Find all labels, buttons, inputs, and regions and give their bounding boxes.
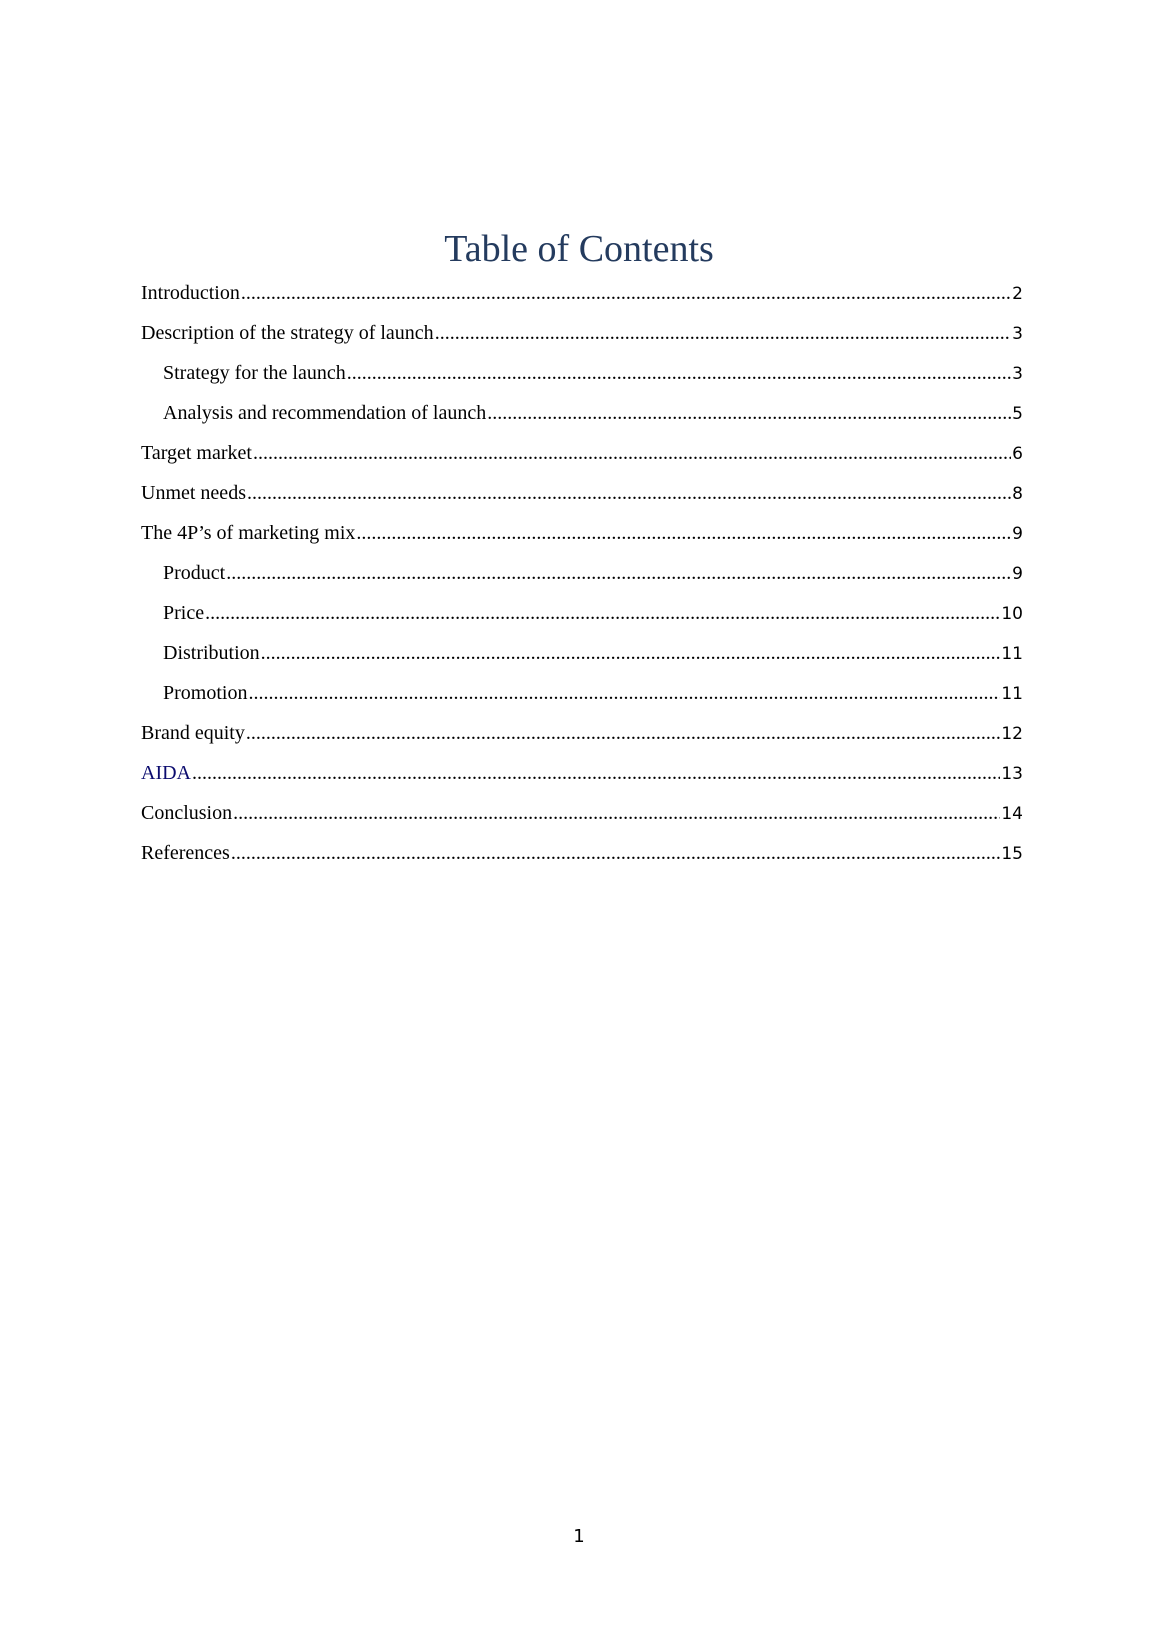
toc-entry-page: 3 xyxy=(1012,324,1023,344)
toc-entry[interactable] xyxy=(141,758,1023,798)
toc-dot-leader xyxy=(231,838,1001,868)
toc-entry-page: 11 xyxy=(1001,684,1023,704)
toc-entry-page: 14 xyxy=(1001,804,1023,824)
toc-entry-label[interactable]: Introduction xyxy=(141,282,240,304)
toc-dot-leader xyxy=(226,558,1011,588)
toc-dot-leader xyxy=(241,278,1011,308)
toc-entry[interactable] xyxy=(141,358,1023,398)
toc-entry-page: 3 xyxy=(1012,364,1023,384)
toc-entry-label[interactable]: Price xyxy=(163,602,205,624)
toc-entry-page: 10 xyxy=(1001,604,1023,624)
toc-entry[interactable] xyxy=(141,798,1023,838)
toc-entry-page: 13 xyxy=(1001,764,1023,784)
toc-list xyxy=(141,278,1023,878)
toc-entry[interactable] xyxy=(141,398,1023,438)
toc-entry-label[interactable]: Distribution xyxy=(163,642,260,664)
toc-dot-leader xyxy=(253,438,1011,468)
toc-dot-leader xyxy=(356,518,1011,548)
toc-dot-leader xyxy=(246,718,1000,748)
toc-title: Table of Contents xyxy=(444,228,714,270)
toc-dot-leader xyxy=(261,638,1001,668)
toc-entry-page: 2 xyxy=(1012,284,1023,304)
toc-entry-page: 8 xyxy=(1012,484,1023,504)
toc-entry-page: 9 xyxy=(1012,564,1023,584)
toc-entry-page: 9 xyxy=(1012,524,1023,544)
toc-entry-page: 12 xyxy=(1001,724,1023,744)
toc-entry-label[interactable]: Product xyxy=(163,562,226,584)
toc-dot-leader xyxy=(192,758,1000,788)
toc-entry-label[interactable]: Target market xyxy=(141,442,252,464)
toc-dot-leader xyxy=(233,798,1000,828)
toc-entry-label[interactable]: Promotion xyxy=(163,682,248,704)
toc-entry-label-link[interactable]: AIDA xyxy=(141,762,191,784)
toc-entry[interactable] xyxy=(141,278,1023,318)
toc-entry[interactable] xyxy=(141,718,1023,758)
toc-entry[interactable] xyxy=(141,318,1023,358)
toc-entry-label[interactable]: Unmet needs xyxy=(141,482,246,504)
toc-entry-page: 11 xyxy=(1001,644,1023,664)
toc-entry-label[interactable]: Description of the strategy of launch xyxy=(141,322,434,344)
toc-entry-label[interactable]: Conclusion xyxy=(141,802,233,824)
toc-entry-label[interactable]: References xyxy=(141,842,230,864)
toc-entry[interactable] xyxy=(141,638,1023,678)
page-number: 1 xyxy=(573,1526,585,1547)
toc-dot-leader xyxy=(205,598,1000,628)
toc-entry-page: 5 xyxy=(1012,404,1023,424)
toc-entry[interactable] xyxy=(141,838,1023,878)
toc-entry-page: 15 xyxy=(1001,844,1023,864)
toc-entry[interactable] xyxy=(141,518,1023,558)
toc-entry-label[interactable]: Strategy for the launch xyxy=(163,362,346,384)
toc-dot-leader xyxy=(247,478,1011,508)
toc-dot-leader xyxy=(248,678,1000,708)
toc-dot-leader xyxy=(347,358,1011,388)
toc-entry-label[interactable]: The 4P’s of marketing mix xyxy=(141,522,356,544)
toc-entry[interactable] xyxy=(141,478,1023,518)
toc-entry-label[interactable]: Brand equity xyxy=(141,722,245,744)
toc-dot-leader xyxy=(435,318,1011,348)
toc-entry[interactable] xyxy=(141,438,1023,478)
toc-entry[interactable] xyxy=(141,678,1023,718)
toc-dot-leader xyxy=(487,398,1011,428)
toc-entry-page: 6 xyxy=(1012,444,1023,464)
toc-entry[interactable] xyxy=(141,558,1023,598)
toc-entry[interactable] xyxy=(141,598,1023,638)
toc-entry-label[interactable]: Analysis and recommendation of launch xyxy=(163,402,487,424)
